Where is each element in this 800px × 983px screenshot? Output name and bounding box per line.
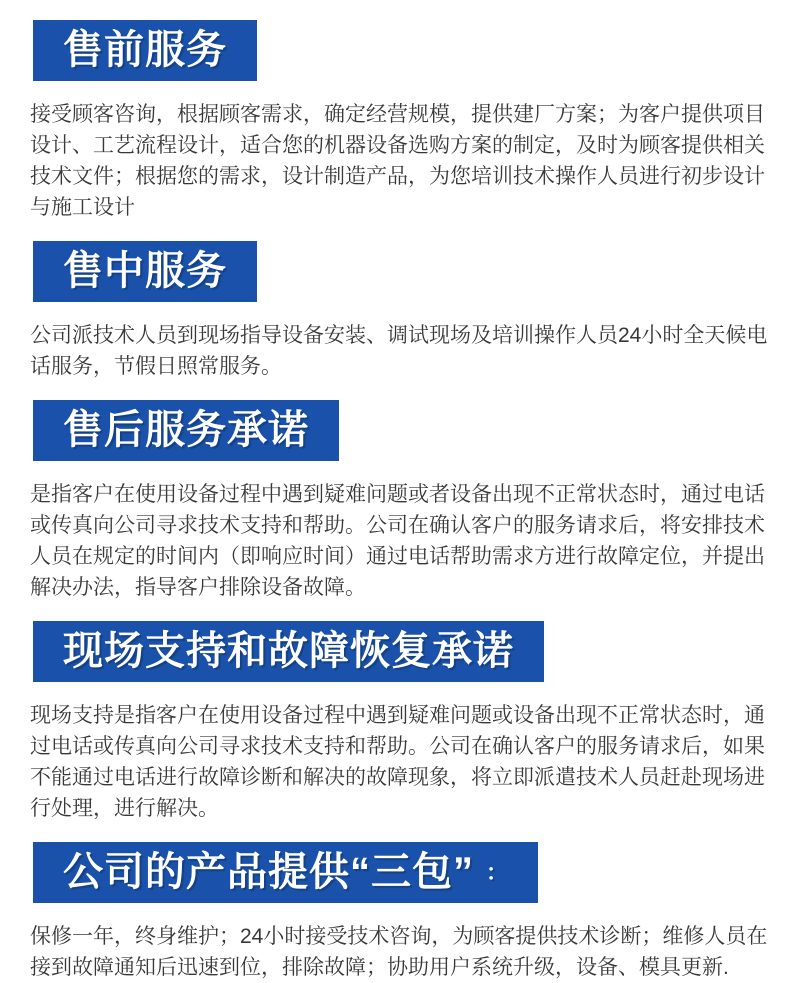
three-guarantees-heading-label: 公司的产品提供“三包”	[63, 850, 474, 894]
three-guarantees-heading-suffix: ：	[486, 860, 509, 885]
midsale-heading-label: 售中服务	[63, 249, 227, 293]
section-presale-service	[30, 20, 770, 223]
onsite-heading-label: 现场支持和故障恢复承诺	[63, 629, 514, 673]
aftersale-paragraph: 是指客户在使用设备过程中遇到疑难问题或者设备出现不正常状态时，通过电话或传真向公司寻求技术支持和帮助。公司在确认客户的服务请求后，将安排技术人员在规定的时间内（即响应时间）通过电话帮助需求方进行故障定位，并提出解决办法，指导客户排除设备故障。	[30, 483, 765, 599]
presale-heading-banner	[33, 20, 257, 81]
section-aftersale-commitment	[30, 400, 770, 603]
onsite-heading-banner	[33, 621, 544, 682]
section-onsite-support-recovery	[30, 621, 770, 824]
aftersale-heading-banner	[33, 400, 339, 461]
presale-paragraph: 接受顾客咨询，根据顾客需求，确定经营规模，提供建厂方案；为客户提供项目设计、工艺流程设计，适合您的机器设备选购方案的制定，及时为顾客提供相关技术文件；根据您的需求，设计制造产品，为您培训技术操作人员进行初步设计与施工设计	[30, 103, 765, 219]
aftersale-heading-label: 售后服务承诺	[63, 408, 309, 452]
midsale-heading-banner	[33, 241, 257, 302]
three-guarantees-heading-banner	[33, 842, 538, 903]
midsale-paragraph: 公司派技术人员到现场指导设备安装、调试现场及培训操作人员24小时全天候电话服务，节假日照常服务。	[30, 324, 768, 378]
onsite-paragraph: 现场支持是指客户在使用设备过程中遇到疑难问题或设备出现不正常状态时，通过电话或传真向公司寻求技术支持和帮助。公司在确认客户的服务请求后，如果不能通过电话进行故障诊断和解决的故障现象，将立即派遣技术人员赶赴现场进行处理，进行解决。	[30, 704, 765, 820]
three-guarantees-paragraph: 保修一年，终身维护；24小时接受技术咨询，为顾客提供技术诊断；维修人员在接到故障通知后迅速到位，排除故障；协助用户系统升级，设备、模具更新.	[30, 925, 768, 979]
section-midsale-service	[30, 241, 770, 382]
presale-heading-label: 售前服务	[63, 28, 227, 72]
section-three-guarantees	[30, 842, 770, 983]
